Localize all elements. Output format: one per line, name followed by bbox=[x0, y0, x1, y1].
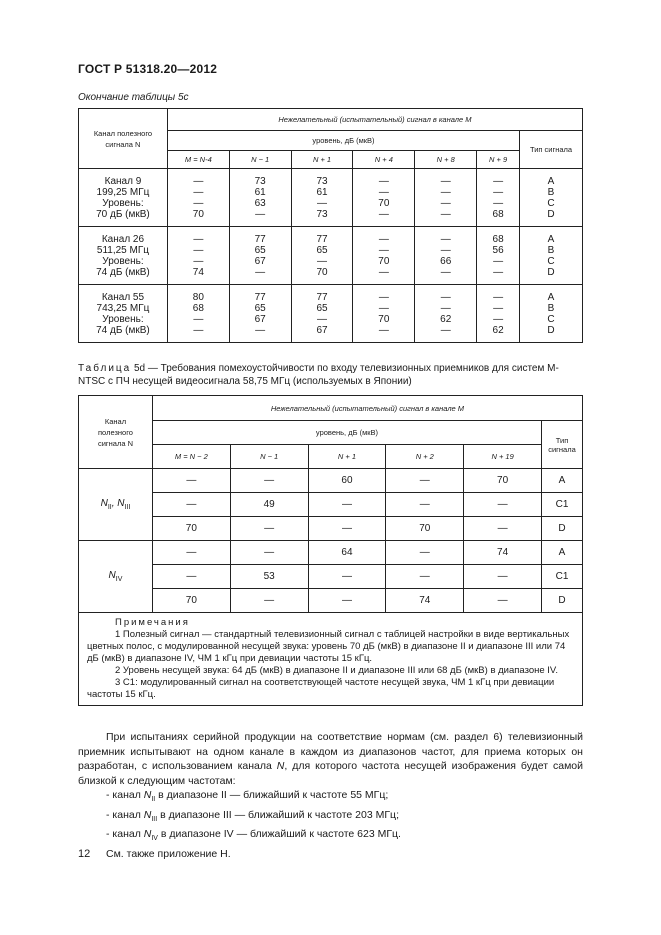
group-label: $N_{IV}$ bbox=[79, 541, 153, 613]
subcol-header: N + 2 bbox=[386, 445, 464, 469]
value-cell bbox=[477, 169, 520, 227]
subcol-header: N − 1 bbox=[230, 445, 308, 469]
value-cell bbox=[291, 227, 353, 285]
value-cell bbox=[291, 285, 353, 343]
value: — bbox=[255, 325, 266, 336]
note-item: 3 C1: модулированный сигнал на соответствующей частоте несущей звука, ЧМ 1 кГц при девиации частоты 15 кГц. bbox=[87, 677, 555, 700]
value-cell bbox=[229, 169, 291, 227]
value: — bbox=[317, 256, 328, 267]
cell: — bbox=[230, 469, 308, 493]
value: — bbox=[193, 198, 204, 209]
cell: — bbox=[308, 493, 386, 517]
cell: — bbox=[230, 517, 308, 541]
group-label: $N_{II}$, $N_{III}$ bbox=[79, 469, 153, 541]
channel-line: 70 дБ (мкВ) bbox=[96, 209, 150, 220]
cell: — bbox=[152, 469, 230, 493]
value-cell bbox=[167, 227, 229, 285]
value: — bbox=[378, 292, 389, 303]
value: — bbox=[378, 187, 389, 198]
cell: 49 bbox=[230, 493, 308, 517]
value: — bbox=[440, 176, 451, 187]
value: — bbox=[493, 198, 504, 209]
value: — bbox=[317, 198, 328, 209]
value: — bbox=[193, 245, 204, 256]
value: 70 bbox=[316, 267, 328, 278]
table-row bbox=[79, 565, 583, 589]
value: — bbox=[378, 267, 389, 278]
col-unwanted-signal: Нежелательный (испытательный) сигнал в канале M bbox=[152, 396, 582, 421]
value-cell bbox=[477, 227, 520, 285]
table-row bbox=[79, 469, 583, 493]
table-row bbox=[79, 285, 583, 343]
channel-cell bbox=[79, 169, 168, 227]
value: — bbox=[193, 325, 204, 336]
value: — bbox=[493, 176, 504, 187]
value: — bbox=[493, 267, 504, 278]
table-notes bbox=[79, 613, 583, 706]
table-row bbox=[79, 589, 583, 613]
type-cell bbox=[520, 227, 583, 285]
channel-line: 74 дБ (мкВ) bbox=[96, 325, 150, 336]
value: 77 bbox=[316, 292, 328, 303]
cell: — bbox=[386, 565, 464, 589]
cell: D bbox=[542, 517, 583, 541]
caption-text: 5d — Требования помехоустойчивости по входу телевизионных приемников для систем M-NTSC с ПЧ несущей видеосигнала 58,75 МГц (используемых в Японии) bbox=[78, 363, 559, 387]
table-row bbox=[79, 169, 583, 227]
value: 73 bbox=[316, 209, 328, 220]
value-cell bbox=[167, 285, 229, 343]
value-cell bbox=[353, 227, 415, 285]
subcol-header: N + 1 bbox=[308, 445, 386, 469]
value: — bbox=[493, 303, 504, 314]
signal-type: C bbox=[547, 256, 555, 267]
value: 67 bbox=[254, 314, 266, 325]
cell: — bbox=[230, 541, 308, 565]
channel-line: 74 дБ (мкВ) bbox=[96, 267, 150, 278]
value: — bbox=[193, 234, 204, 245]
value: — bbox=[440, 303, 451, 314]
cell: D bbox=[542, 589, 583, 613]
value-cell bbox=[415, 227, 477, 285]
value: 74 bbox=[192, 267, 204, 278]
signal-type: B bbox=[547, 245, 555, 256]
value: — bbox=[193, 256, 204, 267]
value: 80 bbox=[192, 292, 204, 303]
value: 67 bbox=[254, 256, 266, 267]
value-cell bbox=[353, 169, 415, 227]
cell: — bbox=[464, 517, 542, 541]
value: — bbox=[255, 209, 266, 220]
value: — bbox=[255, 267, 266, 278]
value-cell bbox=[291, 169, 353, 227]
value: 73 bbox=[316, 176, 328, 187]
value-cell bbox=[477, 285, 520, 343]
value: 65 bbox=[316, 303, 328, 314]
channel-line: 199,25 МГц bbox=[96, 187, 150, 198]
channel-line: Уровень: bbox=[102, 256, 144, 267]
value: 63 bbox=[254, 198, 266, 209]
value: 66 bbox=[440, 256, 452, 267]
channel-line: Канал 55 bbox=[101, 292, 145, 303]
value-cell bbox=[229, 227, 291, 285]
cell: 53 bbox=[230, 565, 308, 589]
value: 56 bbox=[492, 245, 504, 256]
type-cell bbox=[520, 169, 583, 227]
value: 61 bbox=[254, 187, 266, 198]
value: 70 bbox=[378, 314, 390, 325]
channel-line: Канал 26 bbox=[101, 234, 145, 245]
table-5c bbox=[78, 108, 583, 343]
value: — bbox=[440, 209, 451, 220]
list-item: - канал $N_{IV}$ в диапазоне IV — ближайший к частоте 623 МГц. bbox=[106, 828, 401, 843]
signal-type: D bbox=[547, 267, 555, 278]
cell: — bbox=[230, 589, 308, 613]
table-5c-body bbox=[79, 169, 583, 343]
subcol-header: N + 9 bbox=[477, 151, 520, 169]
cell: 60 bbox=[308, 469, 386, 493]
value: — bbox=[493, 292, 504, 303]
signal-type: C bbox=[547, 198, 555, 209]
cell: 64 bbox=[308, 541, 386, 565]
cell: C1 bbox=[542, 565, 583, 589]
value: 61 bbox=[316, 187, 328, 198]
col-level: уровень, дБ (мкВ) bbox=[167, 131, 519, 151]
value: 77 bbox=[316, 234, 328, 245]
signal-type: D bbox=[547, 325, 555, 336]
value: 68 bbox=[492, 234, 504, 245]
signal-type: B bbox=[547, 187, 555, 198]
cell: 70 bbox=[464, 469, 542, 493]
value-cell bbox=[229, 285, 291, 343]
value: 62 bbox=[492, 325, 504, 336]
cell: 70 bbox=[152, 589, 230, 613]
table-continuation-label: Окончание таблицы 5c bbox=[78, 92, 189, 103]
list-item: - канал $N_{II}$ в диапазоне II — ближайший к частоте 55 МГц; bbox=[106, 789, 389, 804]
list-item: - канал $N_{III}$ в диапазоне III — ближайший к частоте 203 МГц; bbox=[106, 808, 399, 823]
channel-line: Уровень: bbox=[102, 314, 144, 325]
subcol-header: M = N − 2 bbox=[152, 445, 230, 469]
value: — bbox=[378, 303, 389, 314]
value: — bbox=[378, 234, 389, 245]
value: — bbox=[440, 292, 451, 303]
value: — bbox=[440, 187, 451, 198]
table-row bbox=[79, 541, 583, 565]
cell: — bbox=[464, 565, 542, 589]
value: 65 bbox=[316, 245, 328, 256]
col-useful-signal: Канал полезного сигнала N bbox=[79, 109, 168, 169]
cell: — bbox=[308, 565, 386, 589]
note-item: 2 Уровень несущей звука: 64 дБ (мкВ) в диапазоне II и диапазоне III или 68 дБ (мкВ) в диапазоне IV. bbox=[115, 665, 559, 676]
value: 77 bbox=[254, 234, 266, 245]
subcol-header: N + 1 bbox=[291, 151, 353, 169]
cell: — bbox=[386, 469, 464, 493]
value: — bbox=[440, 234, 451, 245]
notes-row bbox=[79, 613, 583, 706]
value: — bbox=[493, 256, 504, 267]
cell: — bbox=[464, 493, 542, 517]
subcol-header: N − 1 bbox=[229, 151, 291, 169]
value: — bbox=[378, 176, 389, 187]
table-row bbox=[79, 493, 583, 517]
cell: — bbox=[152, 565, 230, 589]
value: — bbox=[440, 267, 451, 278]
channel-line: Канал 9 bbox=[104, 176, 142, 187]
signal-type: A bbox=[547, 176, 555, 187]
subcol-header: N + 19 bbox=[464, 445, 542, 469]
cell: — bbox=[386, 493, 464, 517]
value: — bbox=[193, 187, 204, 198]
channel-line: Уровень: bbox=[102, 198, 144, 209]
value: 62 bbox=[440, 314, 452, 325]
cell: A bbox=[542, 469, 583, 493]
col-useful-signal: Канал полезного сигнала N bbox=[79, 396, 153, 469]
channel-cell bbox=[79, 227, 168, 285]
cell: — bbox=[308, 517, 386, 541]
note-item: 1 Полезный сигнал — стандартный телевизионный сигнал с таблицей настройки в виде вертикальных цветных полос, с модулированной несущей звука: уровень 70 дБ (мкВ) в диапазоне II и диапазоне III или 74 дБ (мкВ) в диапазоне IV, ЧМ 1 кГц при девиации частоты 15 кГц. bbox=[87, 629, 570, 664]
table-row bbox=[79, 517, 583, 541]
table-5d bbox=[78, 395, 583, 706]
col-unwanted-signal: Нежелательный (испытательный) сигнал в канале M bbox=[167, 109, 582, 131]
caption-label: Таблица bbox=[78, 363, 132, 374]
value: 65 bbox=[254, 303, 266, 314]
signal-type: B bbox=[547, 303, 555, 314]
value-cell bbox=[167, 169, 229, 227]
subcol-header: N + 4 bbox=[353, 151, 415, 169]
value: 73 bbox=[254, 176, 266, 187]
signal-type: A bbox=[547, 292, 555, 303]
value: 68 bbox=[492, 209, 504, 220]
table-5d-caption bbox=[78, 362, 583, 388]
value: 70 bbox=[378, 256, 390, 267]
subcol-header: N + 8 bbox=[415, 151, 477, 169]
value: — bbox=[440, 245, 451, 256]
value: — bbox=[440, 325, 451, 336]
subcol-header: M = N-4 bbox=[167, 151, 229, 169]
cell: 74 bbox=[386, 589, 464, 613]
value: 70 bbox=[192, 209, 204, 220]
value: — bbox=[493, 187, 504, 198]
value: — bbox=[378, 325, 389, 336]
value: — bbox=[193, 176, 204, 187]
type-cell bbox=[520, 285, 583, 343]
cell: — bbox=[152, 541, 230, 565]
col-signal-type: Тип сигнала bbox=[542, 421, 583, 469]
page-number: 12 bbox=[78, 848, 91, 860]
signal-type: C bbox=[547, 314, 555, 325]
standard-header: ГОСТ Р 51318.20—2012 bbox=[78, 62, 218, 76]
signal-type: D bbox=[547, 209, 555, 220]
cell: 70 bbox=[152, 517, 230, 541]
value: 67 bbox=[316, 325, 328, 336]
cell: A bbox=[542, 541, 583, 565]
value: — bbox=[378, 209, 389, 220]
cell: — bbox=[308, 589, 386, 613]
value: — bbox=[440, 198, 451, 209]
value: — bbox=[378, 245, 389, 256]
cell: — bbox=[386, 541, 464, 565]
value-cell bbox=[353, 285, 415, 343]
body-paragraph: При испытаниях серийной продукции на соответствие нормам (см. раздел 6) телевизионный приемник испытывают на одном канале в каждом из диапазонов частот, для приема которых он разработан, с использованием канала N, для которого частота несущей изображения будет самой близкой к следующим частотам: bbox=[78, 731, 583, 787]
value: 65 bbox=[254, 245, 266, 256]
see-also: См. также приложение Н. bbox=[106, 847, 231, 860]
value: 68 bbox=[192, 303, 204, 314]
cell: C1 bbox=[542, 493, 583, 517]
body-text bbox=[78, 730, 583, 861]
cell: — bbox=[464, 589, 542, 613]
signal-type: A bbox=[547, 234, 555, 245]
value: — bbox=[193, 314, 204, 325]
value: 77 bbox=[254, 292, 266, 303]
cell: — bbox=[152, 493, 230, 517]
value: — bbox=[493, 314, 504, 325]
channel-cell bbox=[79, 285, 168, 343]
notes-title: Примечания bbox=[115, 617, 190, 628]
channel-line: 511,25 МГц bbox=[96, 245, 149, 256]
col-signal-type: Тип сигнала bbox=[520, 131, 583, 169]
value: — bbox=[317, 314, 328, 325]
value: 70 bbox=[378, 198, 390, 209]
cell: 74 bbox=[464, 541, 542, 565]
channel-line: 743,25 МГц bbox=[96, 303, 150, 314]
col-level: уровень, дБ (мкВ) bbox=[152, 421, 541, 445]
value-cell bbox=[415, 169, 477, 227]
value-cell bbox=[415, 285, 477, 343]
cell: 70 bbox=[386, 517, 464, 541]
table-row bbox=[79, 227, 583, 285]
